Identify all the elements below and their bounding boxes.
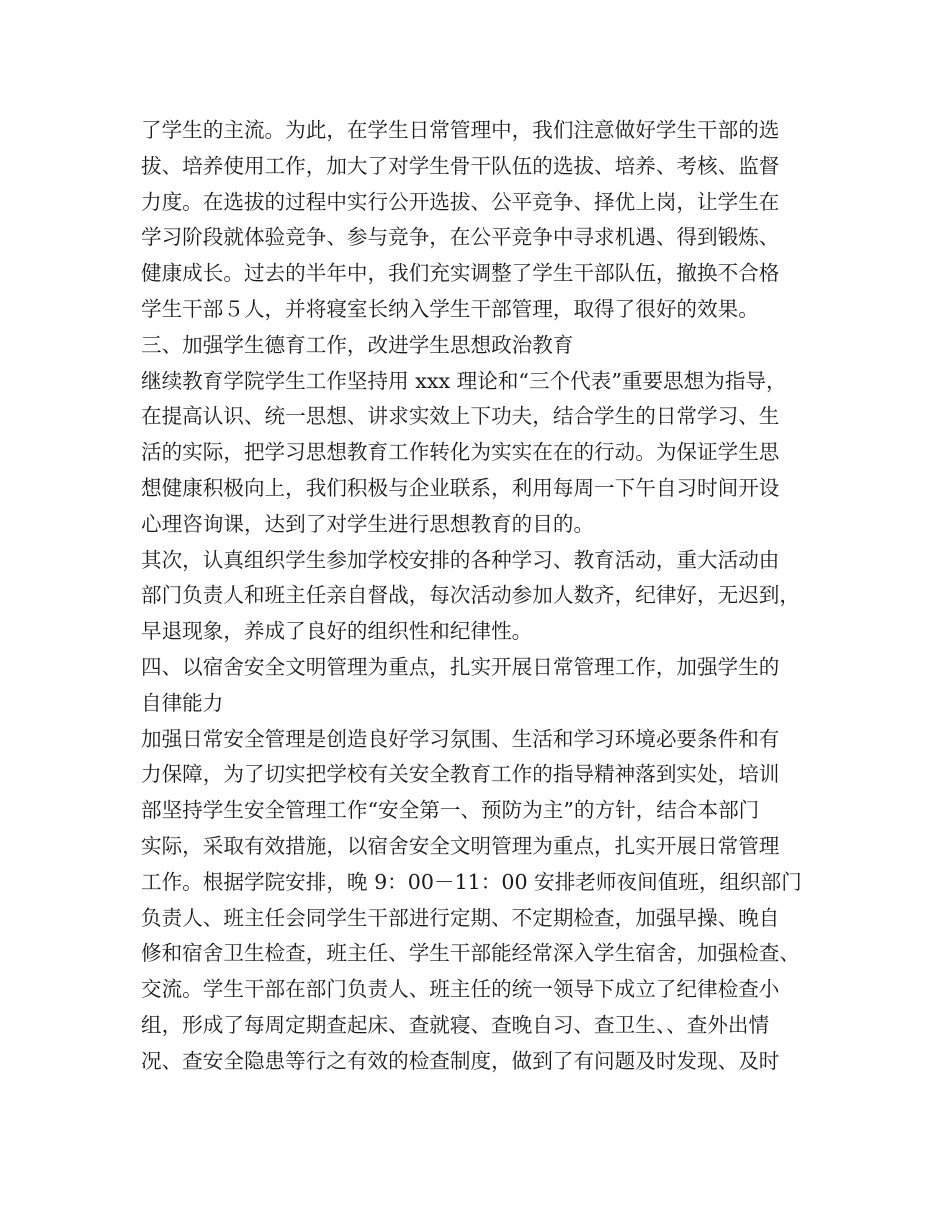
- text-line: 交流。学生干部在部门负责人、班主任的统一领导下成立了纪律检查小: [141, 977, 780, 1002]
- section-heading-3: 三、加强学生德育工作，改进学生思想政治教育: [141, 332, 574, 357]
- text-line: 况、查安全隐患等行之有效的检查制度，做到了有问题及时发现、及时: [141, 1048, 780, 1073]
- text-line: 心理咨询课，达到了对学生进行思想教育的目的。: [141, 511, 595, 536]
- text-line: 了学生的主流。为此，在学生日常管理中，我们注意做好学生干部的选: [141, 118, 780, 142]
- text-line: 修和宿舍卫生检查，班主任、学生干部能经常深入学生宿舍，加强检查、: [141, 941, 800, 966]
- text-line: 工作。根据学院安排，晚 9：00－11：00 安排老师夜间值班，组织部门: [141, 869, 802, 894]
- section-heading-4: 四、以宿舍安全文明管理为重点，扎实开展日常管理工作，加强学生的: [141, 654, 780, 679]
- section-heading-4-cont: 自律能力: [141, 690, 224, 715]
- text-line: 部门负责人和班主任亲自督战，每次活动参加人数齐，纪律好，无迟到，: [141, 583, 800, 608]
- text-line: 健康成长。过去的半年中，我们充实调整了学生干部队伍，撤换不合格: [141, 261, 780, 286]
- text-line: 力度。在选拔的过程中实行公开选拔、公平竞争、择优上岗，让学生在: [141, 189, 780, 214]
- text-line: 加强日常安全管理是创造良好学习氛围、生活和学习环境必要条件和有: [141, 726, 780, 751]
- text-line: 学习阶段就体验竞争、参与竞争，在公平竞争中寻求机遇、得到锻炼、: [141, 225, 780, 250]
- text-line: 活的实际，把学习思想教育工作转化为实实在在的行动。为保证学生思: [141, 440, 780, 465]
- text-line: 在提高认识、统一思想、讲求实效上下功夫，结合学生的日常学习、生: [141, 404, 780, 429]
- text-line: 拔、培养使用工作，加大了对学生骨干队伍的选拔、培养、考核、监督: [141, 153, 780, 178]
- document-body: [141, 113, 831, 1080]
- text-line: 实际，采取有效措施，以宿舍安全文明管理为重点，扎实开展日常管理: [141, 833, 780, 858]
- text-line: 力保障，为了切实把学校有关安全教育工作的指导精神落到实处，培训: [141, 762, 780, 787]
- text-line: 学生干部５人，并将寝室长纳入学生干部管理，取得了很好的效果。: [141, 296, 759, 321]
- text-line: 组，形成了每周定期查起床、查就寝、查晚自习、查卫生、、查外出情: [141, 1012, 770, 1037]
- text-line: 早退现象，养成了良好的组织性和纪律性。: [141, 619, 533, 644]
- text-line: 想健康积极向上，我们积极与企业联系，利用每周一下午自习时间开设: [141, 475, 780, 500]
- text-line: 部坚持学生安全管理工作“安全第一、预防为主”的方针，结合本部门: [141, 798, 760, 823]
- text-line: 负责人、班主任会同学生干部进行定期、不定期检查，加强早操、晚自: [141, 905, 780, 930]
- text-line: 继续教育学院学生工作坚持用 xxx 理论和“三个代表”重要思想为指导，: [141, 368, 787, 393]
- text-line: 其次，认真组织学生参加学校安排的各种学习、教育活动，重大活动由: [141, 547, 780, 572]
